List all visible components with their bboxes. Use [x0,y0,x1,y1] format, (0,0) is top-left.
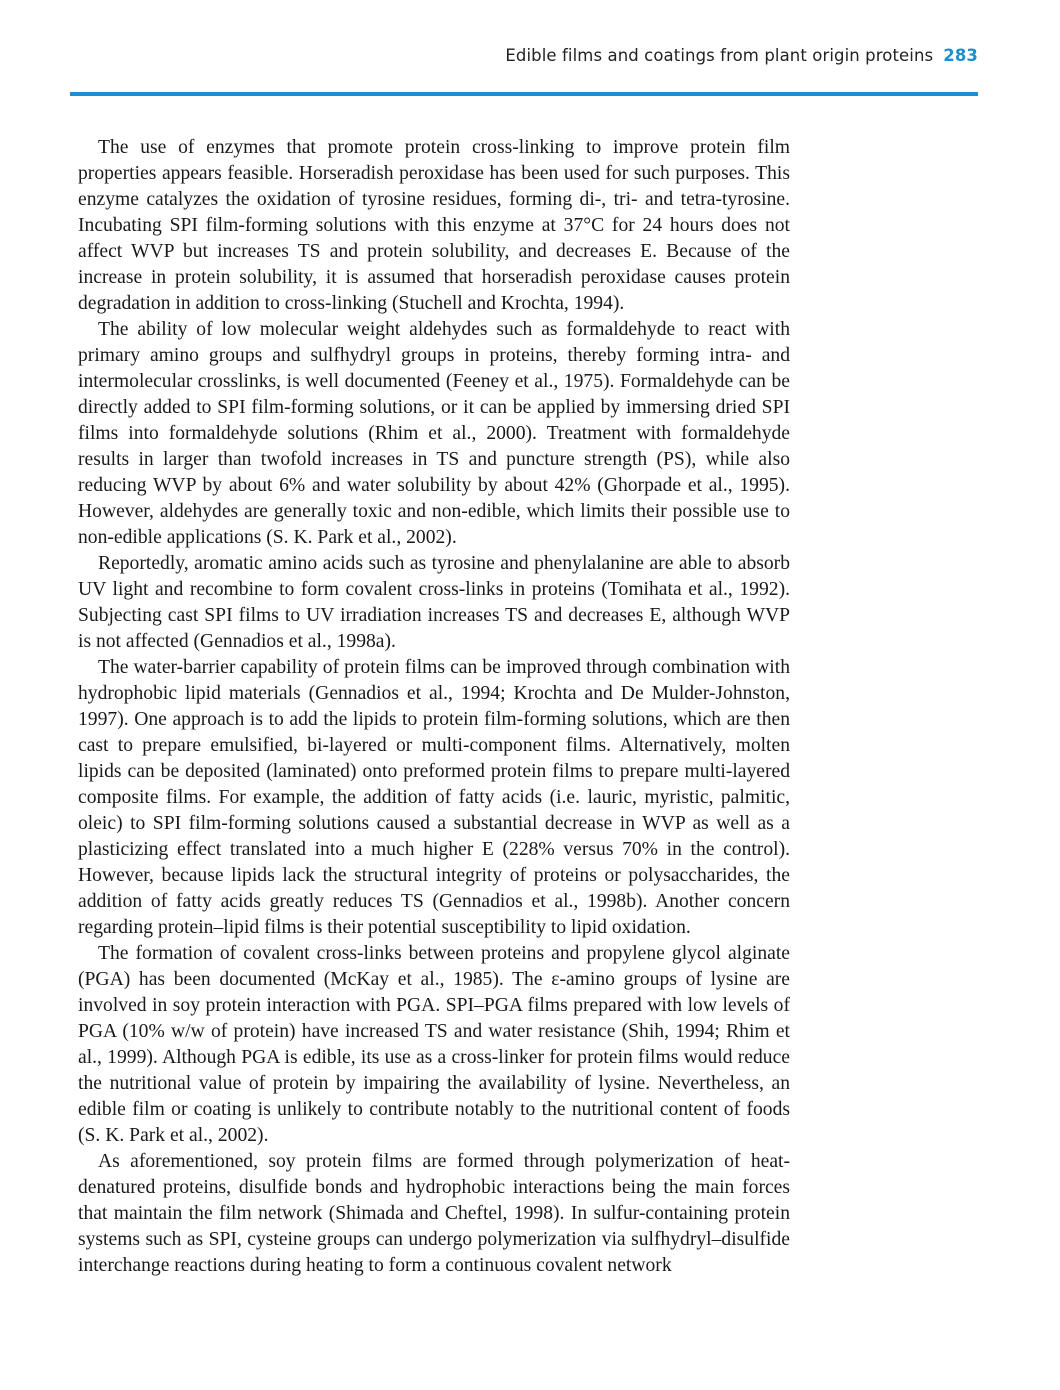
running-title: Edible films and coatings from plant origin proteins [505,46,934,65]
body-text [78,135,790,1279]
header-rule [70,92,978,96]
running-header [0,46,978,65]
paragraph: The water-barrier capability of protein films can be improved through combination with hydrophobic lipid materials (Gennadios et al., 1994; Krochta and De Mulder-Johnston, 1997). One approach is to add the lipids to protein film-forming solutions, which are then cast to prepare emulsified, bi-layered or multi-component films. Alternatively, molten lipids can be deposited (laminated) onto preformed protein films to prepare multi-layered composite films. For example, the addition of fatty acids (i.e. lauric, myristic, palmitic, oleic) to SPI film-forming solutions caused a substantial decrease in WVP as well as a plasticizing effect translated into a much higher E (228% versus 70% in the control). However, because lipids lack the structural integrity of proteins or polysaccharides, the addition of fatty acids greatly reduces TS (Gennadios et al., 1998b). Another concern regarding protein–lipid films is their potential susceptibility to lipid oxidation. [78,657,790,938]
page-number: 283 [943,46,978,65]
paragraph: The use of enzymes that promote protein cross-linking to improve protein film properties appears feasible. Horseradish peroxidase has been used for such purposes. This enzyme catalyzes the oxidation of tyrosine residues, forming di-, tri- and tetra-tyrosine. Incubating SPI film-forming solutions with this enzyme at 37°C for 24 hours does not affect WVP but increases TS and protein solubility, and decreases E. Because of the increase in protein solubility, it is assumed that horseradish peroxidase causes protein degradation in addition to cross-linking (Stuchell and Krochta, 1994). [78,137,790,314]
paragraph: The formation of covalent cross-links between proteins and propylene glycol alginate (PGA) has been documented (McKay et al., 1985). The ε-amino groups of lysine are involved in soy protein interaction with PGA. SPI–PGA films prepared with low levels of PGA (10% w/w of protein) have increased TS and water resistance (Shih, 1994; Rhim et al., 1999). Although PGA is edible, its use as a cross-linker for protein films would reduce the nutritional value of protein by impairing the availability of lysine. Nevertheless, an edible film or coating is unlikely to contribute notably to the nutritional content of foods (S. K. Park et al., 2002). [78,943,790,1146]
paragraph: The ability of low molecular weight aldehydes such as formaldehyde to react with primary amino groups and sulfhydryl groups in proteins, thereby forming intra- and intermolecular crosslinks, is well documented (Feeney et al., 1975). Formaldehyde can be directly added to SPI film-forming solutions, or it can be applied by immersing dried SPI films into formaldehyde solutions (Rhim et al., 2000). Treatment with formaldehyde results in larger than twofold increases in TS and puncture strength (PS), while also reducing WVP by about 6% and water solubility by about 42% (Ghorpade et al., 1995). However, aldehydes are generally toxic and non-edible, which limits their possible use to non-edible applications (S. K. Park et al., 2002). [78,319,790,548]
paragraph: Reportedly, aromatic amino acids such as tyrosine and phenylalanine are able to absorb UV light and recombine to form covalent cross-links in proteins (Tomihata et al., 1992). Subjecting cast SPI films to UV irradiation increases TS and decreases E, although WVP is not affected (Gennadios et al., 1998a). [78,553,790,652]
paragraph: As aforementioned, soy protein films are formed through polymerization of heat-denatured proteins, disulfide bonds and hydrophobic interactions being the main forces that maintain the film network (Shimada and Cheftel, 1998). In sulfur-containing protein systems such as SPI, cysteine groups can undergo polymerization via sulfhydryl–disulfide interchange reactions during heating to form a continuous covalent network [78,1151,790,1276]
